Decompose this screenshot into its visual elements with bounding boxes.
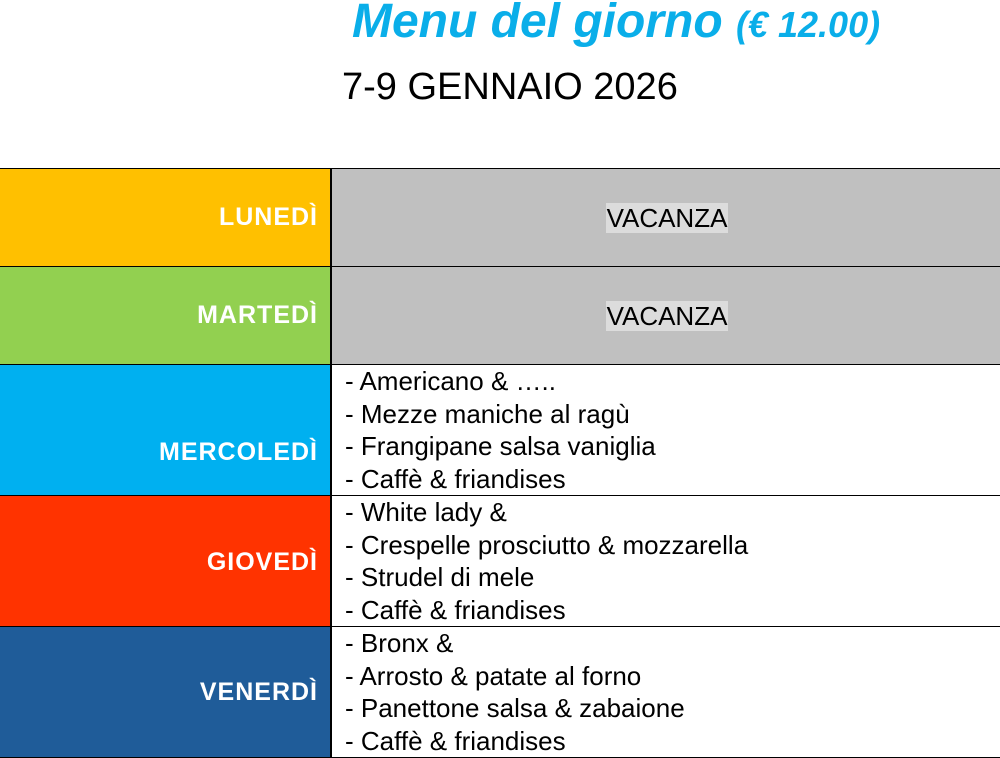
- dish-item: - Caffè & friandises: [345, 725, 566, 756]
- menu-title: [352, 0, 880, 53]
- holiday-label: VACANZA: [606, 202, 728, 233]
- dish-item: - Caffè & friandises: [345, 463, 566, 494]
- dish-item: - Arrosto & patate al forno: [345, 660, 642, 691]
- day-row-mercoledi: [0, 365, 1000, 496]
- holiday-label: VACANZA: [606, 300, 728, 331]
- day-label: LUNEDÌ: [0, 169, 332, 266]
- dish-list: [332, 365, 1000, 495]
- dish-list: [332, 627, 1000, 757]
- dish-item: - Mezze maniche al ragù: [345, 398, 630, 429]
- menu-date: 7-9 GENNAIO 2026: [342, 66, 678, 108]
- holiday-cell: [332, 169, 1000, 266]
- dish-item: - Bronx &: [345, 628, 454, 658]
- day-label: MARTEDÌ: [0, 267, 332, 364]
- day-label: GIOVEDÌ: [0, 496, 332, 626]
- title-text: Menu del giorno: [352, 0, 723, 48]
- dish-item: - Panettone salsa & zabaione: [345, 693, 685, 723]
- dish-item: - Frangipane salsa vaniglia: [345, 431, 656, 461]
- dish-item: - Americano & …..: [345, 366, 556, 396]
- weekly-menu-table: [0, 168, 1000, 758]
- menu-price: (€ 12.00): [735, 4, 881, 45]
- dish-item: - Strudel di mele: [345, 562, 535, 592]
- dish-list: [332, 496, 1000, 626]
- day-label: MERCOLEDÌ: [0, 365, 332, 495]
- dish-item: - Crespelle prosciutto & mozzarella: [345, 529, 749, 560]
- dish-item: - White lady &: [345, 497, 507, 527]
- day-row-venerdi: [0, 627, 1000, 758]
- day-row-giovedi: [0, 496, 1000, 627]
- dish-item: - Caffè & friandises: [345, 594, 566, 625]
- holiday-cell: [332, 267, 1000, 364]
- day-row-lunedi: [0, 169, 1000, 267]
- day-label: VENERDÌ: [0, 627, 332, 757]
- day-row-martedi: [0, 267, 1000, 365]
